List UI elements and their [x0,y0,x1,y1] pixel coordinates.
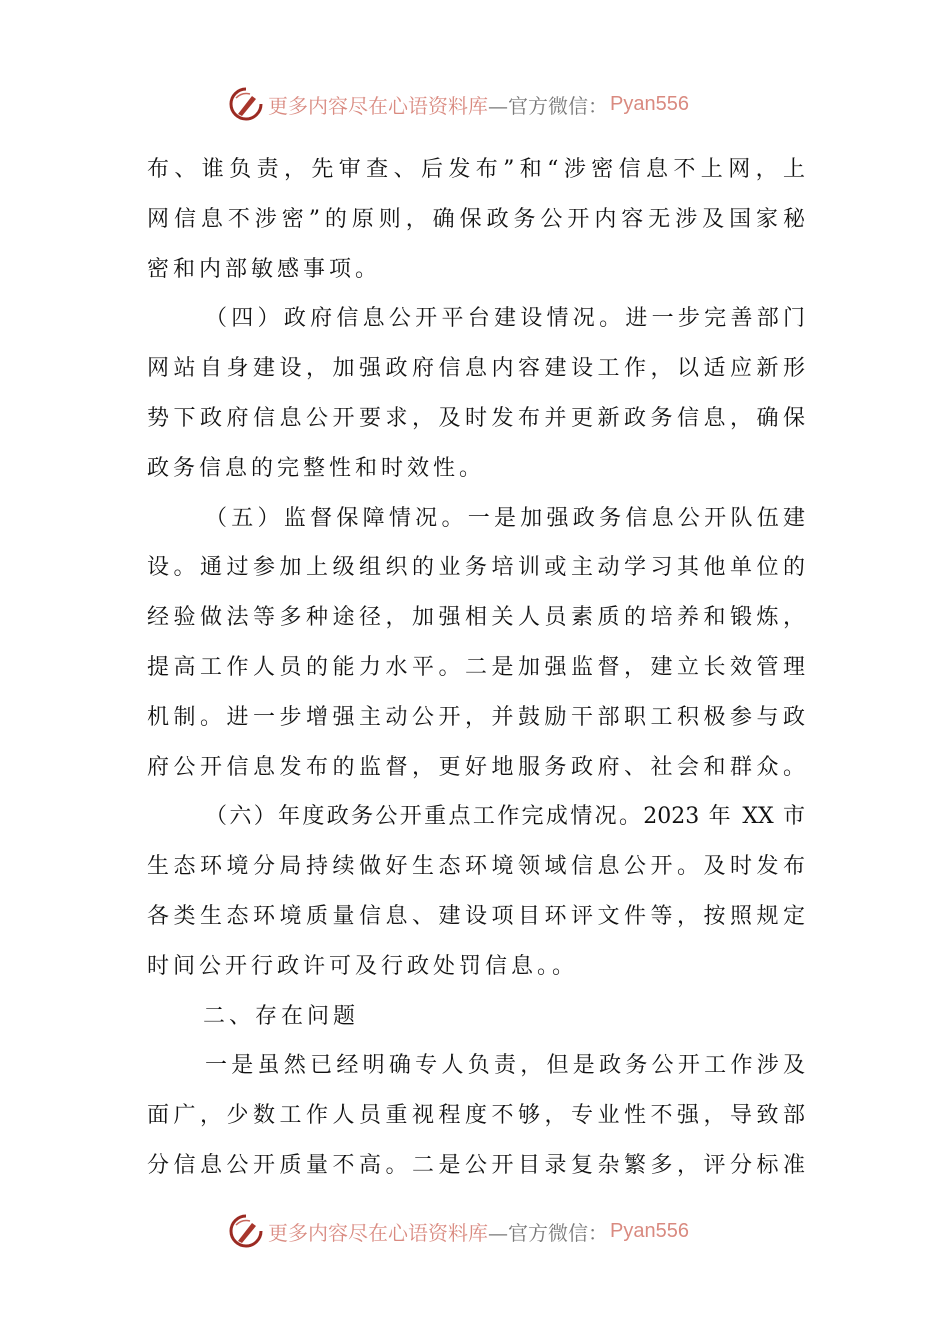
text-line: 府公开信息发布的监督，更好地服务政府、社会和群众。 [147,754,805,780]
text-line: 密和内部敏感事项。 [147,256,382,282]
watermark-id-text: Pyan556 [610,92,689,115]
text-line: 一是虽然已经明确专人负责，但是政务公开工作涉及 [205,1053,805,1079]
text-line: 势下政府信息公开要求，及时发布并更新政务信息，确保 [147,405,805,431]
text-line: 面广，少数工作人员重视程度不够，专业性不强，导致部 [147,1103,805,1129]
text-line: （六）年度政务公开重点工作完成情况。2023 年 XX 市 [205,804,805,830]
text-line: 分信息公开质量不高。二是公开目录复杂繁多，评分标准 [147,1152,805,1178]
text-line: 机制。进一步增强主动公开，并鼓励干部职工积极参与政 [147,704,805,730]
text-line: 网信息不涉密”的原则，确保政务公开内容无涉及国家秘 [147,206,805,232]
text-line: 提高工作人员的能力水平。二是加强监督，建立长效管理 [147,654,805,680]
text-line: 生态环境分局持续做好生态环境领域信息公开。及时发布 [147,854,805,880]
text-line: 设。通过参加上级组织的业务培训或主动学习其他单位的 [147,555,805,581]
text-line: 时间公开行政许可及行政处罚信息。。 [147,953,579,979]
pen-logo-icon [228,1213,264,1249]
text-line: 经验做法等多种途径，加强相关人员素质的培养和锻炼， [147,605,805,631]
watermark-separator-text: —官方微信： [488,1220,608,1245]
text-line: 各类生态环境质量信息、建设项目环评文件等，按照规定 [147,903,805,929]
watermark-main-text: 更多内容尽在心语资料库 [268,1220,488,1245]
footer-watermark [228,1213,689,1249]
watermark-separator-text: —官方微信： [488,93,608,118]
text-line: 网站自身建设，加强政府信息内容建设工作，以适应新形 [147,356,805,382]
text-line: 布、谁负责，先审查、后发布”和“涉密信息不上网，上 [147,157,805,182]
pen-logo-icon [228,86,264,122]
header-watermark [228,86,689,122]
section-heading: 二、存在问题 [203,1003,360,1029]
document-body [147,153,805,1199]
watermark-id-text: Pyan556 [610,1219,689,1242]
text-line: （五）监督保障情况。一是加强政务信息公开队伍建 [205,505,805,531]
text-line: 政务信息的完整性和时效性。 [147,455,486,481]
watermark-main-text: 更多内容尽在心语资料库 [268,93,488,118]
text-line: （四）政府信息公开平台建设情况。进一步完善部门 [205,306,805,332]
